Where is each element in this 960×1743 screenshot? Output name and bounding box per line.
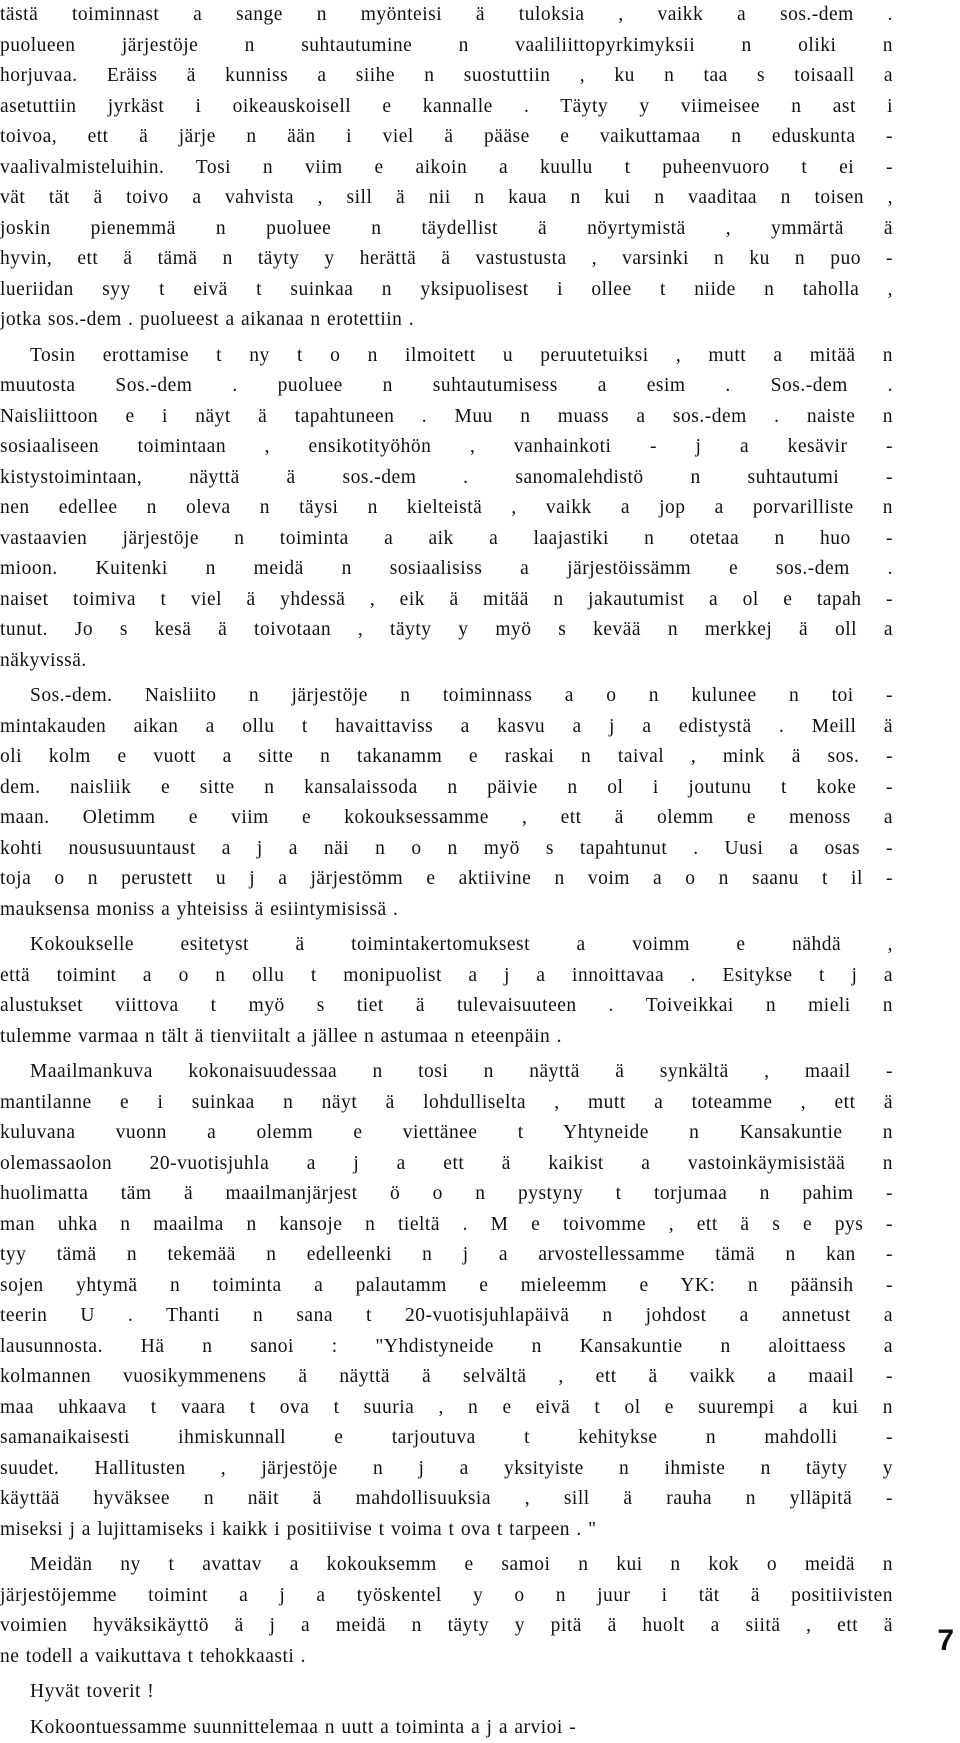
text-line: sosiaaliseen toimintaan , ensikotityöhön , vanhainkoti - j a kesävir -: [0, 432, 893, 463]
text-line: kohti noususuuntaust a j a näi n o n myö s tapahtunut . Uusi a osas -: [0, 834, 893, 865]
text-line: lausunnosta. Hä n sanoi : "Yhdistyneide n Kansakuntie n aloittaess a: [0, 1332, 893, 1363]
text-line: kuluvana vuonn a olemm e viettänee t Yhtyneide n Kansakuntie n: [0, 1118, 893, 1149]
text-line: maa uhkaava t vaara t ova t suuria , n e eivä t ol e suurempi a kui n: [0, 1393, 893, 1424]
page-number: 7: [937, 1624, 954, 1658]
text-line: puolueen järjestöje n suhtautumine n vaaliliittopyrkimyksii n oliki n: [0, 31, 893, 62]
text-line: että toimint a o n ollu t monipuolist a j a innoittavaa . Esitykse t j a: [0, 961, 893, 992]
text-line: Tosin erottamise t ny t o n ilmoitett u peruutetuiksi , mutt a mitää n: [0, 341, 893, 372]
text-line: näkyvissä.: [0, 646, 893, 677]
text-line: hyvin, ett ä tämä n täyty y herättä ä vastustusta , varsinki n ku n puo -: [0, 244, 893, 275]
paragraph: [0, 1713, 893, 1743]
text-line: teerin U . Thanti n sana t 20-vuotisjuhlapäivä n johdost a annetust a: [0, 1301, 893, 1332]
text-line: olemassaolon 20-vuotisjuhla a j a ett ä kaikist a vastoinkäymisistää n: [0, 1149, 893, 1180]
text-line: oli kolm e vuott a sitte n takanamm e raskai n taival , mink ä sos. -: [0, 742, 893, 773]
text-line: man uhka n maailma n kansoje n tieltä . M e toivomme , ett ä s e pys -: [0, 1210, 893, 1241]
text-line: joskin pienemmä n puoluee n täydellist ä nöyrtymistä , ymmärtä ä: [0, 214, 893, 245]
paragraph: [0, 1057, 893, 1545]
text-line: sojen yhtymä n toiminta a palautamm e mieleemm e YK: n päänsih -: [0, 1271, 893, 1302]
text-line: voimien hyväksikäyttö ä j a meidä n täyty y pitä ä huolt a siitä , ett ä: [0, 1611, 893, 1642]
text-line: miseksi j a lujittamiseks i kaikk i positiivise t voima t ova t tarpeen . ": [0, 1515, 893, 1546]
text-line: järjestöjemme toimint a j a työskentel y o n juur i tät ä positiivisten: [0, 1581, 893, 1612]
text-line: tulemme varmaa n tält ä tienviitalt a jällee n astumaa n eteenpäin .: [0, 1022, 893, 1053]
text-line: kolmannen vuosikymmenens ä näyttä ä selvältä , ett ä vaikk a maail -: [0, 1362, 893, 1393]
text-line: mantilanne e i suinkaa n näyt ä lohdulliselta , mutt a toteamme , ett ä: [0, 1088, 893, 1119]
text-line: dem. naisliik e sitte n kansalaissoda n päivie n ol i joutunu t koke -: [0, 773, 893, 804]
text-line: kistystoimintaan, näyttä ä sos.-dem . sanomalehdistö n suhtautumi -: [0, 463, 893, 494]
paragraph: [0, 341, 893, 677]
text-line: Naisliittoon e i näyt ä tapahtuneen . Muu n muass a sos.-dem . naiste n: [0, 402, 893, 433]
text-line: maan. Oletimm e viim e kokouksessamme , ett ä olemm e menoss a: [0, 803, 893, 834]
text-line: vastaavien järjestöje n toiminta a aik a laajastiki n otetaa n huo -: [0, 524, 893, 555]
paragraph: [0, 1677, 893, 1708]
text-line: ne todell a vaikuttava t tehokkaasti .: [0, 1642, 893, 1673]
text-line: mintakauden aikan a ollu t havaittaviss a kasvu a j a edistystä . Meill ä: [0, 712, 893, 743]
text-line: vät tät ä toivo a vahvista , sill ä nii n kaua n kui n vaaditaa n toisen ,: [0, 183, 893, 214]
text-line: samanaikaisesti ihmiskunnall e tarjoutuva t kehitykse n mahdolli -: [0, 1423, 893, 1454]
text-line: Kokoontuessamme suunnittelemaa n uutt a toiminta a j a arvioi -: [0, 1713, 893, 1743]
text-line: Sos.-dem. Naisliito n järjestöje n toiminnass a o n kulunee n toi -: [0, 681, 893, 712]
paragraph: [0, 930, 893, 1052]
text-line: Meidän ny t avattav a kokouksemm e samoi n kui n kok o meidä n: [0, 1550, 893, 1581]
text-line: lueriidan syy t eivä t suinkaa n yksipuolisest i ollee t niide n taholla ,: [0, 275, 893, 306]
text-line: käyttää hyväksee n näit ä mahdollisuuksia , sill ä rauha n ylläpitä -: [0, 1484, 893, 1515]
text-line: toja o n perustett u j a järjestömm e aktiivine n voim a o n saanu t il -: [0, 864, 893, 895]
paragraph: [0, 0, 893, 336]
text-line: asetuttiin jyrkäst i oikeauskoisell e kannalle . Täyty y viimeisee n ast i: [0, 92, 893, 123]
text-line: mioon. Kuitenki n meidä n sosiaalisiss a järjestöissämm e sos.-dem .: [0, 554, 893, 585]
text-line: suudet. Hallitusten , järjestöje n j a yksityiste n ihmiste n täyty y: [0, 1454, 893, 1485]
text-line: Hyvät toverit !: [0, 1677, 893, 1708]
text-line: jotka sos.-dem . puolueest a aikanaa n erotettiin .: [0, 305, 893, 336]
paragraph: [0, 1550, 893, 1672]
text-line: horjuvaa. Eräiss ä kunniss a siihe n suostuttiin , ku n taa s toisaall a: [0, 61, 893, 92]
text-line: Kokoukselle esitetyst ä toimintakertomuksest a voimm e nähdä ,: [0, 930, 893, 961]
text-line: mauksensa moniss a yhteisiss ä esiintymisissä .: [0, 895, 893, 926]
text-line: nen edellee n oleva n täysi n kielteistä , vaikk a jop a porvarilliste n: [0, 493, 893, 524]
text-line: alustukset viittova t myö s tiet ä tulevaisuuteen . Toiveikkai n mieli n: [0, 991, 893, 1022]
text-line: muutosta Sos.-dem . puoluee n suhtautumisess a esim . Sos.-dem .: [0, 371, 893, 402]
text-line: tunut. Jo s kesä ä toivotaan , täyty y myö s kevää n merkkej ä oll a: [0, 615, 893, 646]
text-line: tyy tämä n tekemää n edelleenki n j a arvostellessamme tämä n kan -: [0, 1240, 893, 1271]
text-line: vaalivalmisteluihin. Tosi n viim e aikoin a kuullu t puheenvuoro t ei -: [0, 153, 893, 184]
text-line: naiset toimiva t viel ä yhdessä , eik ä mitää n jakautumist a ol e tapah -: [0, 585, 893, 616]
text-line: huolimatta täm ä maailmanjärjest ö o n pystyny t torjumaa n pahim -: [0, 1179, 893, 1210]
text-line: Maailmankuva kokonaisuudessaa n tosi n näyttä ä synkältä , maail -: [0, 1057, 893, 1088]
paragraph: [0, 681, 893, 925]
text-line: tästä toiminnast a sange n myönteisi ä tuloksia , vaikk a sos.-dem .: [0, 0, 893, 31]
text-line: toivoa, ett ä järje n ään i viel ä pääse e vaikuttamaa n eduskunta -: [0, 122, 893, 153]
